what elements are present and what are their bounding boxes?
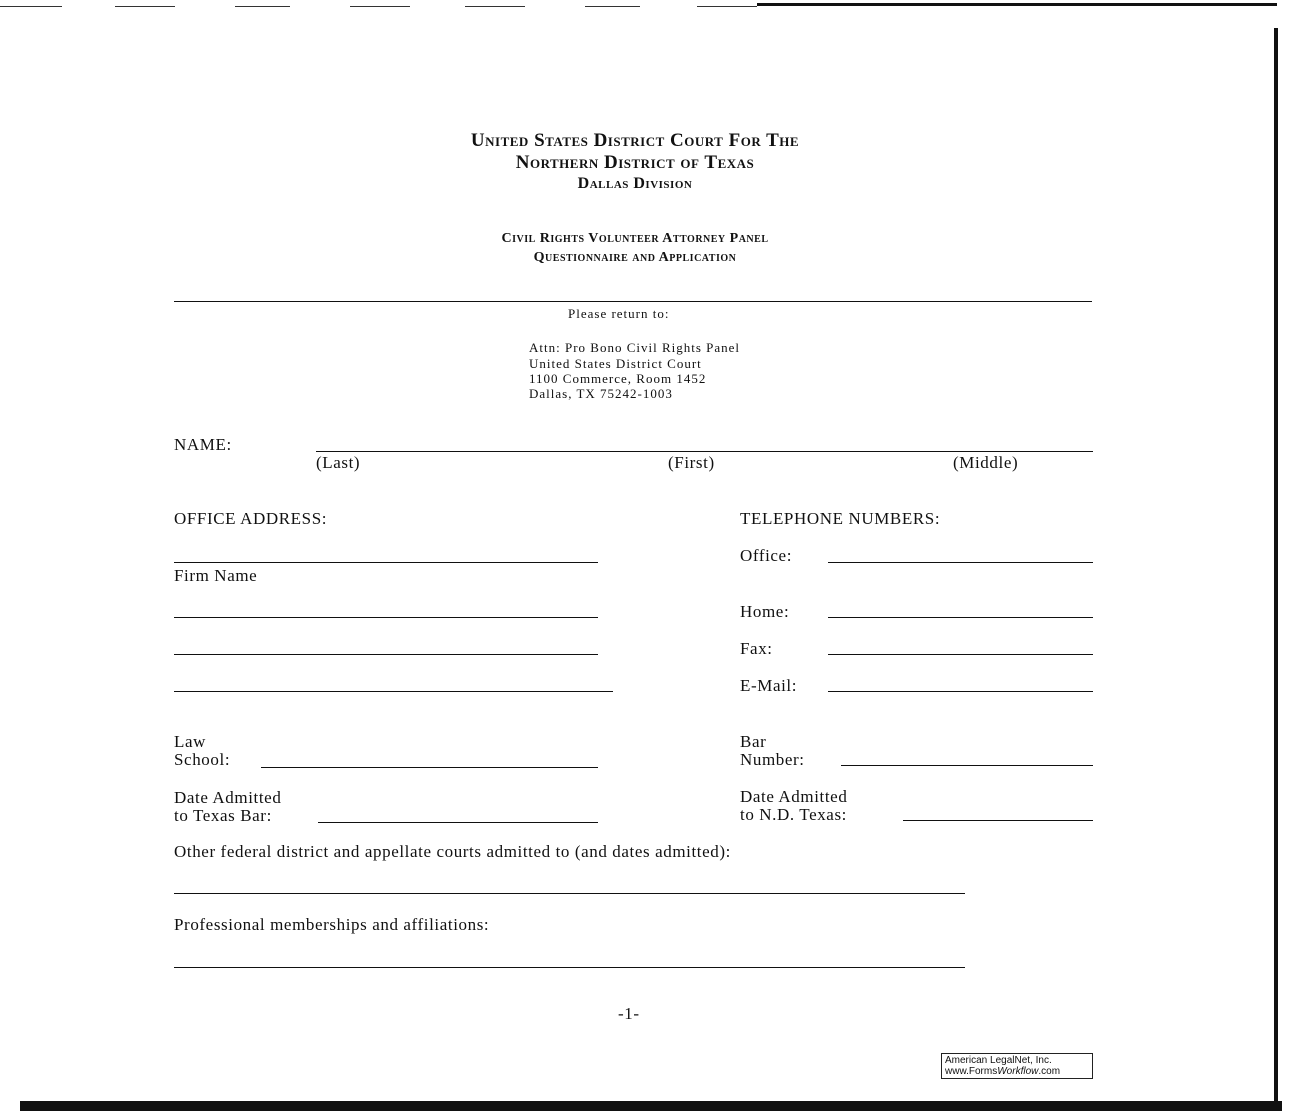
nd-texas-admit-label-line2: to N.D. Texas:	[740, 805, 847, 824]
scan-edge-dash	[350, 6, 410, 7]
bar-number-label-line1: Bar	[740, 732, 767, 751]
scan-edge-top-bar	[757, 3, 1277, 6]
other-courts-label: Other federal district and appellate courts admitted to (and dates admitted):	[174, 842, 731, 861]
bar-number-field[interactable]	[841, 765, 1093, 766]
office-address-heading: OFFICE ADDRESS:	[174, 509, 328, 528]
fax-field[interactable]	[828, 654, 1093, 655]
footer-badge	[941, 1053, 1093, 1079]
law-school-field[interactable]	[261, 767, 598, 768]
bar-number-label-line2: Number:	[740, 750, 805, 769]
name-label: NAME:	[174, 435, 232, 454]
return-address-line2: United States District Court	[529, 356, 702, 371]
court-title-line1: United States District Court For The	[470, 130, 800, 151]
scan-edge-dash	[697, 6, 757, 7]
address-line2-field[interactable]	[174, 654, 598, 655]
tx-bar-admit-label-line1: Date Admitted	[174, 788, 282, 807]
return-address-line4: Dallas, TX 75242-1003	[529, 386, 673, 401]
law-school-label-line1: Law	[174, 732, 207, 751]
scan-edge-dash	[465, 6, 525, 7]
home-phone-field[interactable]	[828, 617, 1093, 618]
tx-bar-admit-date-field[interactable]	[318, 822, 598, 823]
court-division: Dallas Division	[577, 175, 693, 192]
telephone-heading: TELEPHONE NUMBERS:	[740, 509, 941, 528]
memberships-field[interactable]	[174, 967, 965, 968]
scan-edge-dash	[585, 6, 640, 7]
name-middle-hint: (Middle)	[953, 453, 1019, 472]
footer-badge-prefix: www.Forms	[945, 1066, 998, 1077]
email-field[interactable]	[828, 691, 1093, 692]
nd-texas-admit-label-line1: Date Admitted	[740, 787, 848, 806]
footer-badge-line2	[945, 1066, 1089, 1077]
memberships-label: Professional memberships and affiliations:	[174, 915, 490, 934]
email-label: E-Mail:	[740, 676, 798, 695]
footer-badge-suffix: .com	[1038, 1066, 1061, 1077]
footer-badge-line1: American LegalNet, Inc.	[945, 1055, 1052, 1066]
court-title-line2: Northern District of Texas	[515, 152, 755, 173]
home-phone-label: Home:	[740, 602, 790, 621]
scan-edge-right-bar	[1274, 28, 1278, 1108]
tx-bar-admit-label-line2: to Texas Bar:	[174, 806, 272, 825]
page-number: -1-	[618, 1004, 640, 1023]
panel-title-line1: Civil Rights Volunteer Attorney Panel	[501, 231, 769, 246]
office-phone-field[interactable]	[828, 562, 1093, 563]
name-last-hint: (Last)	[316, 453, 361, 472]
header-divider	[174, 301, 1092, 302]
return-to-label: Please return to:	[568, 306, 670, 321]
panel-title-line2: Questionnaire and Application	[533, 250, 737, 265]
scan-edge-dash	[235, 6, 290, 7]
scan-edge-dash	[115, 6, 175, 7]
firm-name-label: Firm Name	[174, 566, 258, 585]
footer-badge-italic: Workflow	[997, 1066, 1039, 1077]
law-school-label-line2: School:	[174, 750, 231, 769]
other-courts-field[interactable]	[174, 893, 965, 894]
nd-texas-admit-date-field[interactable]	[903, 820, 1093, 821]
return-address-line3: 1100 Commerce, Room 1452	[529, 371, 707, 386]
name-field[interactable]	[316, 451, 1093, 452]
address-line3-field[interactable]	[174, 691, 613, 692]
fax-label: Fax:	[740, 639, 773, 658]
scan-edge-bottom-bar	[20, 1101, 1282, 1111]
name-first-hint: (First)	[668, 453, 715, 472]
office-phone-label: Office:	[740, 546, 793, 565]
address-line1-field[interactable]	[174, 617, 598, 618]
firm-name-field[interactable]	[174, 562, 598, 563]
scan-edge-dash	[0, 6, 62, 7]
return-address-line1: Attn: Pro Bono Civil Rights Panel	[529, 340, 741, 355]
